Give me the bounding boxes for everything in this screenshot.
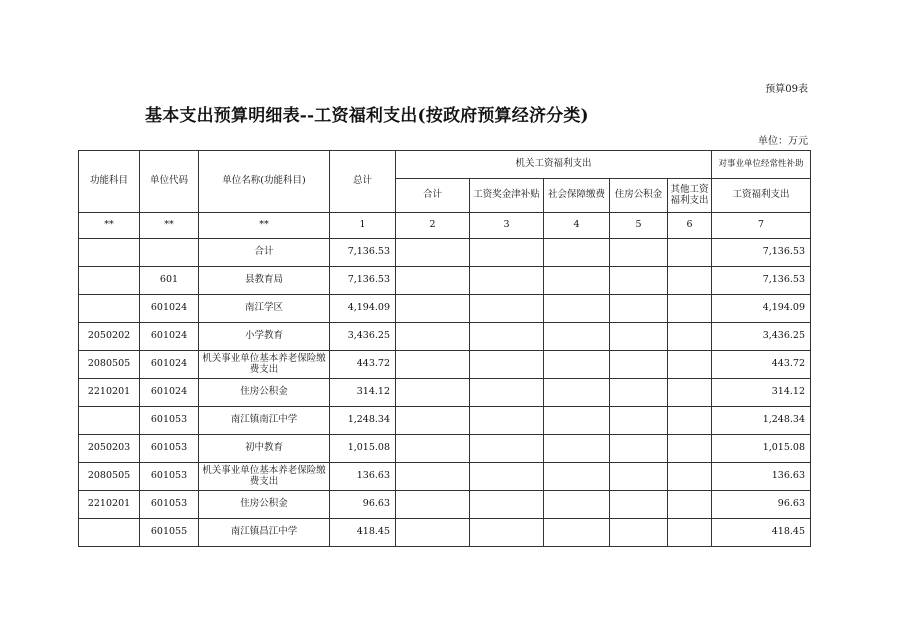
other-cell [668,379,712,407]
other-cell [668,519,712,547]
table-row [79,351,811,379]
total-cell: 4,194.09 [330,295,396,323]
table-row [79,491,811,519]
header-housing: 住房公积金 [610,179,668,213]
other-cell [668,295,712,323]
salary-cell [470,491,544,519]
header-org-group: 机关工资福利支出 [396,151,712,179]
func-code-cell [79,295,140,323]
table-row [79,239,811,267]
marker-cell: 2 [396,213,470,239]
housing-cell [610,295,668,323]
func-code-cell [79,267,140,295]
unit-name-cell: 合计 [199,239,330,267]
housing-cell [610,323,668,351]
org-total-cell [396,295,470,323]
subsidy-salary-cell: 1,248.34 [712,407,811,435]
table-row [79,379,811,407]
salary-cell [470,379,544,407]
salary-cell [470,267,544,295]
header-salary: 工资奖金津补贴 [470,179,544,213]
org-total-cell [396,407,470,435]
subsidy-salary-cell: 314.12 [712,379,811,407]
social-cell [544,351,610,379]
org-total-cell [396,491,470,519]
table-row [79,323,811,351]
salary-cell [470,323,544,351]
subsidy-salary-cell: 7,136.53 [712,267,811,295]
social-cell [544,239,610,267]
func-code-cell: 2210201 [79,491,140,519]
salary-cell [470,295,544,323]
header-other: 其他工资福利支出 [668,179,712,213]
subsidy-salary-cell: 4,194.09 [712,295,811,323]
func-code-cell: 2080505 [79,463,140,491]
subsidy-salary-cell: 136.63 [712,463,811,491]
marker-row [79,213,811,239]
header-func-code: 功能科目 [79,151,140,213]
subsidy-salary-cell: 7,136.53 [712,239,811,267]
housing-cell [610,379,668,407]
social-cell [544,267,610,295]
unit-code-cell: 601053 [140,435,199,463]
other-cell [668,491,712,519]
other-cell [668,435,712,463]
table-row [79,407,811,435]
social-cell [544,491,610,519]
total-cell: 3,436.25 [330,323,396,351]
header-social: 社会保障缴费 [544,179,610,213]
total-cell: 443.72 [330,351,396,379]
housing-cell [610,491,668,519]
unit-name-cell: 初中教育 [199,435,330,463]
social-cell [544,323,610,351]
total-cell: 7,136.53 [330,239,396,267]
table-row [79,295,811,323]
header-total: 总计 [330,151,396,213]
func-code-cell: 2050203 [79,435,140,463]
marker-cell: 5 [610,213,668,239]
total-cell: 1,248.34 [330,407,396,435]
marker-cell: 4 [544,213,610,239]
unit-code-cell: 601053 [140,463,199,491]
total-cell: 314.12 [330,379,396,407]
marker-cell: ** [140,213,199,239]
table-row [79,267,811,295]
subsidy-salary-cell: 3,436.25 [712,323,811,351]
total-cell: 96.63 [330,491,396,519]
marker-cell: 3 [470,213,544,239]
housing-cell [610,351,668,379]
subsidy-salary-cell: 418.45 [712,519,811,547]
unit-code-cell: 601 [140,267,199,295]
table-row [79,463,811,491]
marker-cell: 7 [712,213,811,239]
housing-cell [610,519,668,547]
org-total-cell [396,267,470,295]
other-cell [668,407,712,435]
marker-cell: 1 [330,213,396,239]
page-reference: 预算09表 [765,84,808,95]
salary-cell [470,463,544,491]
total-cell: 418.45 [330,519,396,547]
other-cell [668,323,712,351]
org-total-cell [396,463,470,491]
unit-name-cell: 南江镇昌江中学 [199,519,330,547]
org-total-cell [396,239,470,267]
salary-cell [470,239,544,267]
org-total-cell [396,519,470,547]
unit-name-cell: 住房公积金 [199,491,330,519]
unit-name-cell: 小学教育 [199,323,330,351]
salary-cell [470,435,544,463]
housing-cell [610,407,668,435]
total-cell: 136.63 [330,463,396,491]
unit-code-cell: 601053 [140,407,199,435]
unit-code-cell [140,239,199,267]
func-code-cell: 2080505 [79,351,140,379]
budget-table [78,150,811,547]
housing-cell [610,435,668,463]
other-cell [668,351,712,379]
salary-cell [470,407,544,435]
total-cell: 7,136.53 [330,267,396,295]
social-cell [544,379,610,407]
total-cell: 1,015.08 [330,435,396,463]
marker-cell: 6 [668,213,712,239]
unit-name-cell: 机关事业单位基本养老保险缴费支出 [199,351,330,379]
subsidy-salary-cell: 96.63 [712,491,811,519]
unit-name-cell: 县教育局 [199,267,330,295]
org-total-cell [396,435,470,463]
func-code-cell: 2210201 [79,379,140,407]
header-subsidy-group: 对事业单位经常性补助 [712,151,811,179]
func-code-cell [79,407,140,435]
housing-cell [610,267,668,295]
page-title: 基本支出预算明细表--工资福利支出(按政府预算经济分类) [145,106,589,126]
unit-label: 单位：万元 [758,136,808,147]
unit-name-cell: 机关事业单位基本养老保险缴费支出 [199,463,330,491]
other-cell [668,463,712,491]
unit-name-cell: 住房公积金 [199,379,330,407]
marker-cell: ** [79,213,140,239]
table-row [79,519,811,547]
housing-cell [610,463,668,491]
unit-name-cell: 南江学区 [199,295,330,323]
other-cell [668,267,712,295]
housing-cell [610,239,668,267]
org-total-cell [396,323,470,351]
social-cell [544,463,610,491]
unit-code-cell: 601053 [140,491,199,519]
social-cell [544,407,610,435]
unit-code-cell: 601024 [140,351,199,379]
table-row [79,435,811,463]
unit-name-cell: 南江镇南江中学 [199,407,330,435]
header-unit-code: 单位代码 [140,151,199,213]
subsidy-salary-cell: 1,015.08 [712,435,811,463]
salary-cell [470,351,544,379]
header-org-total: 合计 [396,179,470,213]
social-cell [544,295,610,323]
header-subsidy-salary: 工资福利支出 [712,179,811,213]
other-cell [668,239,712,267]
unit-code-cell: 601024 [140,379,199,407]
unit-code-cell: 601055 [140,519,199,547]
unit-code-cell: 601024 [140,295,199,323]
social-cell [544,519,610,547]
func-code-cell [79,519,140,547]
header-unit-name: 单位名称(功能科目) [199,151,330,213]
func-code-cell [79,239,140,267]
salary-cell [470,519,544,547]
org-total-cell [396,351,470,379]
subsidy-salary-cell: 443.72 [712,351,811,379]
unit-code-cell: 601024 [140,323,199,351]
func-code-cell: 2050202 [79,323,140,351]
org-total-cell [396,379,470,407]
marker-cell: ** [199,213,330,239]
social-cell [544,435,610,463]
header-row-1 [79,151,811,179]
